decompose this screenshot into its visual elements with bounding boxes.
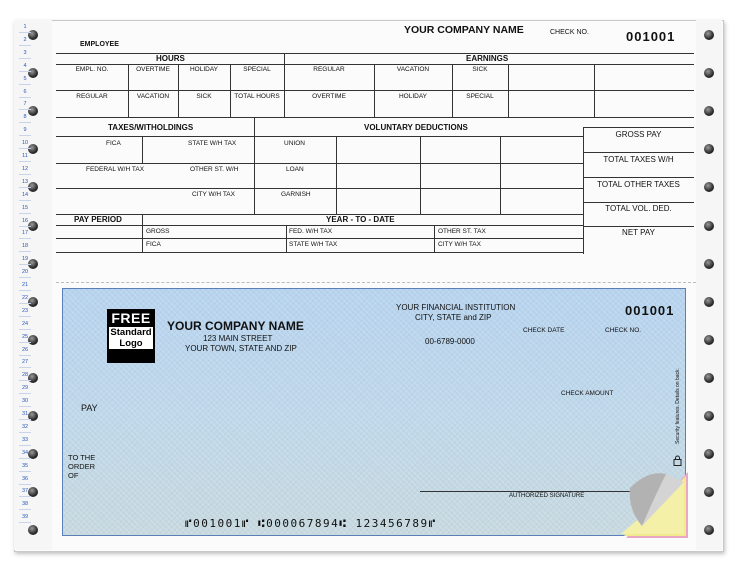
total-vol-ded-label: TOTAL VOL. DED. bbox=[605, 204, 672, 213]
line-number: 5 bbox=[23, 75, 27, 82]
line-number-tick bbox=[19, 251, 31, 252]
line-number: 14 bbox=[21, 191, 29, 198]
taxes-header: TAXES/WITHOLDINGS bbox=[108, 123, 194, 132]
tractor-hole bbox=[704, 411, 714, 421]
line-number: 29 bbox=[21, 385, 29, 392]
earnings-cell: OVERTIME bbox=[312, 93, 346, 100]
line-number-tick bbox=[19, 58, 31, 59]
line-number: 2 bbox=[23, 36, 27, 43]
logo-free-text: FREE bbox=[111, 310, 151, 326]
line-number: 23 bbox=[21, 307, 29, 314]
stub-check-no-label: CHECK NO. bbox=[550, 29, 589, 36]
line-number-tick bbox=[19, 109, 31, 110]
line-number-tick bbox=[19, 484, 31, 485]
line-number: 32 bbox=[21, 423, 29, 430]
line-number: 36 bbox=[21, 475, 29, 482]
bank-city: CITY, STATE and ZIP bbox=[415, 313, 492, 322]
line-number: 34 bbox=[21, 449, 29, 456]
line-number-tick bbox=[19, 187, 31, 188]
line-number-tick bbox=[19, 355, 31, 356]
line-number-tick bbox=[19, 432, 31, 433]
line-number-tick bbox=[19, 174, 31, 175]
logo-line-2: Logo bbox=[119, 338, 143, 349]
stub-company-name: YOUR COMPANY NAME bbox=[404, 24, 524, 36]
pay-label: PAY bbox=[81, 403, 98, 413]
line-number-tick bbox=[19, 213, 31, 214]
line-number-tick bbox=[19, 393, 31, 394]
ytd-cell: OTHER ST. TAX bbox=[438, 228, 486, 235]
check-amount-label: CHECK AMOUNT bbox=[561, 390, 614, 397]
line-number-tick bbox=[19, 329, 31, 330]
line-number-tick bbox=[19, 303, 31, 304]
ytd-cell: FED. W/H TAX bbox=[289, 228, 333, 235]
earnings-cell: HOLIDAY bbox=[398, 93, 428, 100]
total-other-taxes-label: TOTAL OTHER TAXES bbox=[597, 180, 680, 189]
micr-line: ⑈001001⑈ ⑆000067894⑆ 123456789⑈ bbox=[185, 517, 437, 530]
line-number: 1 bbox=[23, 24, 27, 30]
line-number-tick bbox=[19, 496, 31, 497]
gross-pay-label: GROSS PAY bbox=[615, 130, 662, 139]
voluntary-cell: GARNISH bbox=[281, 191, 311, 198]
line-number: 21 bbox=[21, 282, 29, 288]
line-number-tick bbox=[19, 200, 31, 201]
hours-cell: OVERTIME bbox=[136, 66, 170, 73]
line-number: 22 bbox=[21, 294, 29, 301]
earnings-cell: SPECIAL bbox=[466, 93, 494, 100]
line-number: 3 bbox=[23, 49, 27, 56]
tractor-hole bbox=[704, 335, 714, 345]
routing-fraction: 00-6789-0000 bbox=[425, 337, 475, 346]
payroll-stub bbox=[56, 20, 694, 282]
line-number: 37 bbox=[21, 488, 29, 495]
logo-line-1: Standard bbox=[110, 327, 152, 338]
tax-cell: STATE W/H TAX bbox=[188, 140, 237, 147]
hours-cell: REGULAR bbox=[76, 93, 108, 100]
line-number: 26 bbox=[21, 346, 29, 353]
tractor-hole bbox=[704, 373, 714, 383]
ytd-header: YEAR - TO - DATE bbox=[326, 215, 395, 224]
line-number: 10 bbox=[21, 140, 29, 147]
page-curl-icon bbox=[618, 468, 688, 538]
hours-cell: HOLIDAY bbox=[189, 66, 219, 73]
line-number-tick bbox=[19, 45, 31, 46]
voluntary-cell: UNION bbox=[284, 140, 305, 147]
ytd-cell: GROSS bbox=[146, 228, 170, 235]
earnings-cell: VACATION bbox=[396, 66, 430, 73]
line-number-tick bbox=[19, 97, 31, 98]
line-number-tick bbox=[19, 32, 31, 33]
authorized-signature-label: AUTHORIZED SIGNATURE bbox=[509, 493, 585, 499]
line-number: 6 bbox=[23, 88, 27, 95]
line-number-tick bbox=[19, 380, 31, 381]
tax-cell: FICA bbox=[106, 140, 121, 147]
tractor-hole bbox=[704, 259, 714, 269]
line-number: 39 bbox=[21, 514, 29, 521]
line-number-tick bbox=[19, 264, 31, 265]
line-number-tick bbox=[19, 445, 31, 446]
tax-cell: OTHER ST. W/H bbox=[190, 166, 239, 173]
hours-cell: VACATION bbox=[136, 93, 170, 100]
check-number: 001001 bbox=[625, 303, 675, 318]
line-number-tick bbox=[19, 135, 31, 136]
company-address-2: YOUR TOWN, STATE AND ZIP bbox=[185, 344, 297, 353]
line-number-tick bbox=[19, 367, 31, 368]
line-number: 38 bbox=[21, 501, 29, 508]
line-number-tick bbox=[19, 342, 31, 343]
line-number-tick bbox=[19, 71, 31, 72]
voluntary-header: VOLUNTARY DEDUCTIONS bbox=[364, 123, 468, 132]
line-number-tick bbox=[19, 471, 31, 472]
line-number: 16 bbox=[21, 217, 29, 224]
line-number: 35 bbox=[21, 462, 29, 469]
tax-cell: CITY W/H TAX bbox=[192, 191, 235, 198]
line-number-tick bbox=[19, 122, 31, 123]
line-number: 12 bbox=[21, 165, 29, 172]
hours-cell: SICK bbox=[196, 93, 212, 100]
check-company-name: YOUR COMPANY NAME bbox=[167, 319, 304, 333]
line-number-tick bbox=[19, 419, 31, 420]
line-number: 11 bbox=[22, 153, 28, 159]
line-number: 30 bbox=[21, 398, 29, 405]
ytd-cell: CITY W/H TAX bbox=[438, 241, 481, 248]
stub-check-number: 001001 bbox=[626, 29, 676, 44]
line-number: 28 bbox=[21, 372, 29, 379]
line-number-tick bbox=[19, 406, 31, 407]
line-number-tick bbox=[19, 277, 31, 278]
hours-cell: TOTAL HOURS bbox=[234, 93, 280, 100]
logo-standard-text bbox=[109, 327, 153, 349]
perforation-line bbox=[56, 282, 696, 283]
hours-cell: SPECIAL bbox=[243, 66, 271, 73]
line-number: 9 bbox=[23, 127, 27, 134]
line-number: 7 bbox=[23, 101, 27, 108]
line-number: 18 bbox=[21, 243, 29, 250]
ytd-cell: STATE W/H TAX bbox=[289, 241, 338, 248]
line-number: 8 bbox=[23, 114, 27, 121]
line-number-tick bbox=[19, 238, 31, 239]
check-no-label: CHECK NO. bbox=[605, 327, 642, 334]
ytd-cell: FICA bbox=[146, 241, 161, 248]
line-number: 13 bbox=[21, 178, 29, 185]
line-number: 27 bbox=[21, 359, 29, 366]
earnings-header: EARNINGS bbox=[466, 54, 509, 63]
order-label: ORDER bbox=[68, 462, 96, 471]
line-number: 19 bbox=[21, 256, 29, 263]
tractor-hole bbox=[704, 297, 714, 307]
pay-period-label: PAY PERIOD bbox=[74, 215, 122, 224]
company-logo bbox=[107, 309, 155, 363]
line-number: 4 bbox=[23, 62, 27, 69]
to-the-label: TO THE bbox=[68, 453, 96, 462]
line-number-tick bbox=[19, 161, 31, 162]
line-number: 31 bbox=[21, 411, 29, 417]
line-number-tick bbox=[19, 84, 31, 85]
voluntary-cell: LOAN bbox=[286, 166, 304, 173]
check-face bbox=[62, 288, 686, 536]
check-date-label: CHECK DATE bbox=[523, 327, 565, 334]
earnings-cell: SICK bbox=[472, 66, 488, 73]
right-tractor-strip bbox=[696, 20, 722, 550]
line-number-tick bbox=[19, 509, 31, 510]
line-number: 33 bbox=[21, 436, 29, 443]
tractor-hole bbox=[704, 30, 714, 40]
line-number-tick bbox=[19, 290, 31, 291]
hours-cell: EMPL. NO. bbox=[75, 66, 109, 73]
line-number: 25 bbox=[21, 333, 29, 340]
of-label: OF bbox=[68, 471, 79, 480]
line-number-tick bbox=[19, 316, 31, 317]
line-number-tick bbox=[19, 148, 31, 149]
line-number: 15 bbox=[21, 204, 29, 211]
security-note: Security features. Details on back. bbox=[675, 368, 681, 444]
line-number: 20 bbox=[21, 269, 29, 276]
signature-line bbox=[420, 491, 650, 492]
line-number: 17 bbox=[21, 230, 29, 237]
total-taxes-label: TOTAL TAXES W/H bbox=[603, 155, 674, 164]
company-address-1: 123 MAIN STREET bbox=[203, 334, 273, 343]
bank-name: YOUR FINANCIAL INSTITUTION bbox=[396, 303, 516, 312]
earnings-cell: REGULAR bbox=[313, 66, 345, 73]
line-number-tick bbox=[19, 522, 31, 523]
net-pay-label: NET PAY bbox=[622, 228, 655, 237]
tractor-hole bbox=[704, 221, 714, 231]
line-number-tick bbox=[19, 458, 31, 459]
line-number: 24 bbox=[21, 320, 29, 327]
hours-header: HOURS bbox=[156, 54, 185, 63]
tax-cell: FEDERAL W/H TAX bbox=[86, 166, 145, 173]
employee-label: EMPLOYEE bbox=[80, 41, 119, 48]
line-number-tick bbox=[19, 226, 31, 227]
